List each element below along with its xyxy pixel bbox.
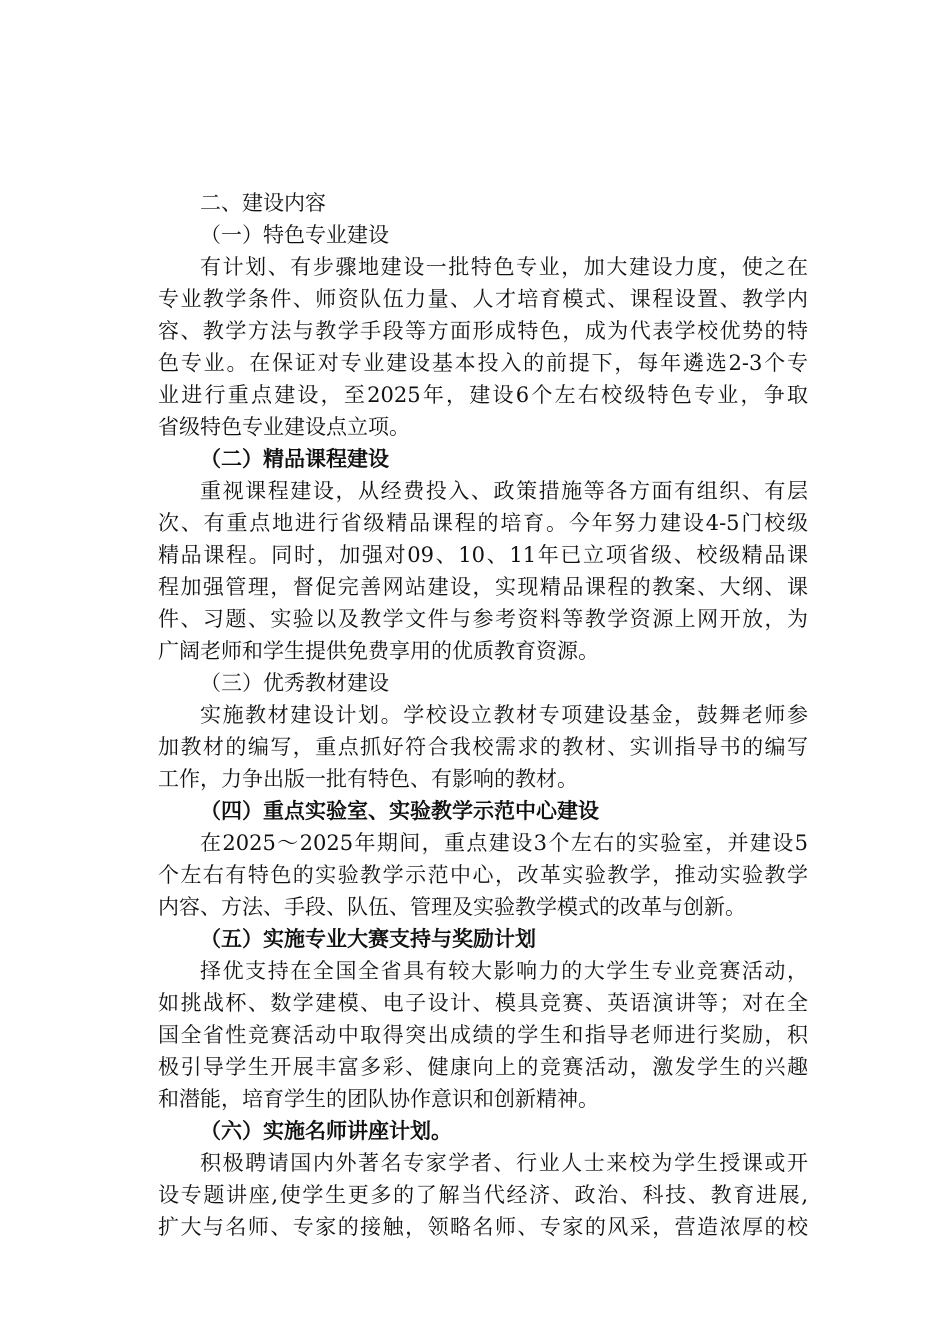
paragraph-line: 积极聘请国内外著名专家学者、行业人士来校为学生授课或开 [200,1151,808,1175]
paragraph-line: 专业教学条件、师资队伍力量、人才培育模式、课程设置、教学内 [158,287,808,311]
paragraph-line: 色专业。在保证对专业建设基本投入的前提下，每年遴选2-3个专 [158,351,808,375]
subsection-heading: （四）重点实验室、实验教学示范中心建设 [200,799,599,823]
paragraph-line: 择优支持在全国全省具有较大影响力的大学生专业竞赛活动， [200,959,808,983]
subsection-heading: （二）精品课程建设 [200,447,389,471]
paragraph-line: 重视课程建设，从经费投入、政策措施等各方面有组织、有层 [200,479,808,503]
paragraph-line: 省级特色专业建设点立项。 [158,415,410,439]
subsection-heading: （六）实施名师讲座计划。 [200,1119,452,1143]
paragraph-line: 实施教材建设计划。学校设立教材专项建设基金，鼓舞老师参 [200,703,808,727]
subsection-heading: （五）实施专业大赛支持与奖励计划 [200,927,536,951]
paragraph-line: 工作，力争出版一批有特色、有影响的教材。 [158,767,578,791]
paragraph-line: 次、有重点地进行省级精品课程的培育。今年努力建设4-5门校级 [158,511,808,535]
paragraph-line: 在2025～2025年期间，重点建设3个左右的实验室，并建设5 [200,831,808,855]
paragraph-line: 件、习题、实验以及教学文件与参考资料等教学资源上网开放，为 [158,607,808,631]
paragraph-line: 和潜能，培育学生的团队协作意识和创新精神。 [158,1087,599,1111]
paragraph-line: 极引导学生开展丰富多彩、健康向上的竞赛活动，激发学生的兴趣 [158,1055,808,1079]
paragraph-line: 如挑战杯、数学建模、电子设计、模具竞赛、英语演讲等；对在全 [158,991,808,1015]
paragraph-line: 加教材的编写，重点抓好符合我校需求的教材、实训指导书的编写 [158,735,808,759]
paragraph-line: 精品课程。同时，加强对09、10、11年已立项省级、校级精品课 [158,543,808,567]
paragraph-line: 国全省性竞赛活动中取得突出成绩的学生和指导老师进行奖励，积 [158,1023,808,1047]
paragraph-line: 设专题讲座,使学生更多的了解当代经济、政治、科技、教育进展, [158,1183,808,1207]
paragraph-line: 容、教学方法与教学手段等方面形成特色，成为代表学校优势的特 [158,319,808,343]
paragraph-line: 业进行重点建设，至2025年，建设6个左右校级特色专业，争取 [158,383,808,407]
paragraph-line: 个左右有特色的实验教学示范中心，改革实验教学，推动实验教学 [158,863,808,887]
paragraph-line: 广阔老师和学生提供免费享用的优质教育资源。 [158,639,599,663]
section-title: 二、建设内容 [200,191,326,215]
paragraph-line: 有计划、有步骤地建设一批特色专业，加大建设力度，使之在 [200,255,808,279]
subsection-heading: （一）特色专业建设 [200,223,389,247]
paragraph-line: 内容、方法、手段、队伍、管理及实验教学模式的改革与创新。 [158,895,746,919]
subsection-heading: （三）优秀教材建设 [200,671,389,695]
paragraph-line: 扩大与名师、专家的接触，领略名师、专家的风采，营造浓厚的校 [158,1215,808,1239]
paragraph-line: 程加强管理，督促完善网站建设，实现精品课程的教案、大纲、课 [158,575,808,599]
